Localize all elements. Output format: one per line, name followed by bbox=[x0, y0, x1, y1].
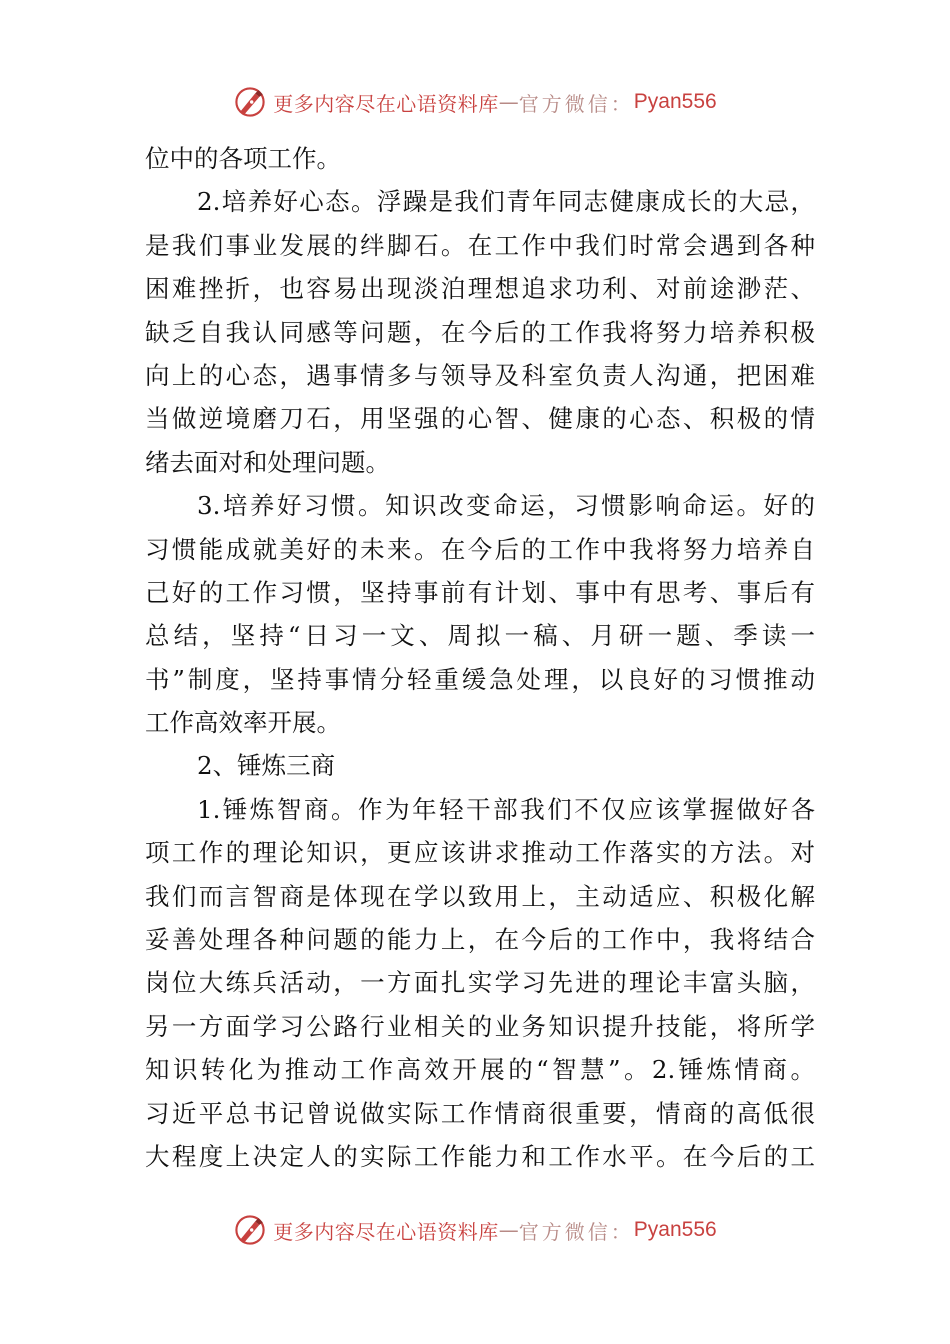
text-line: 知识转化为推动工作高效开展的“智慧”。2.锤炼情商。 bbox=[145, 1055, 815, 1085]
section-heading: 2、锤炼三商 bbox=[197, 751, 336, 781]
text-line: 习惯能成就美好的未来。在今后的工作中我将努力培养自 bbox=[145, 534, 815, 564]
text-line: 我们而言智商是体现在学以致用上，主动适应、积极化解 bbox=[145, 881, 815, 911]
text-line: 工作高效率开展。 bbox=[145, 708, 341, 738]
banner-wechat-id: Pyan556 bbox=[633, 1218, 717, 1241]
text-line: 向上的心态，遇事情多与领导及科室负责人沟通，把困难 bbox=[145, 360, 815, 390]
text-line: 3.培养好习惯。知识改变命运，习惯影响命运。好的 bbox=[197, 491, 815, 521]
text-line: 缺乏自我认同感等问题，在今后的工作我将努力培养积极 bbox=[145, 317, 815, 347]
banner-title: 更多内容尽在心语资料库 bbox=[273, 1219, 499, 1244]
banner-wechat-label: 官方微信： bbox=[518, 91, 634, 116]
header-banner bbox=[0, 82, 950, 122]
text-line: 位中的各项工作。 bbox=[145, 144, 341, 173]
text-line: 书”制度，坚持事情分轻重缓急处理，以良好的习惯推动 bbox=[145, 664, 815, 694]
text-line: 是我们事业发展的绊脚石。在工作中我们时常会遇到各种 bbox=[145, 230, 815, 260]
banner-title: 更多内容尽在心语资料库 bbox=[273, 91, 499, 116]
text-line: 大程度上决定人的实际工作能力和工作水平。在今后的工 bbox=[145, 1141, 815, 1171]
text-line: 1.锤炼智商。作为年轻干部我们不仅应该掌握做好各 bbox=[197, 794, 815, 824]
footer-banner bbox=[0, 1210, 950, 1250]
text-line: 岗位大练兵活动，一方面扎实学习先进的理论丰富头脑， bbox=[145, 968, 815, 998]
text-line: 另一方面学习公路行业相关的业务知识提升技能，将所学 bbox=[145, 1011, 815, 1041]
pen-nib-logo-icon bbox=[233, 85, 267, 119]
banner-separator: — bbox=[498, 1218, 519, 1242]
banner-wechat-id: Pyan556 bbox=[633, 90, 717, 113]
text-line: 当做逆境磨刀石，用坚强的心智、健康的心态、积极的情 bbox=[145, 404, 815, 434]
text-line: 项工作的理论知识，更应该讲求推动工作落实的方法。对 bbox=[145, 838, 815, 868]
text-line: 绪去面对和处理问题。 bbox=[145, 447, 390, 477]
text-line: 妥善处理各种问题的能力上，在今后的工作中，我将结合 bbox=[145, 925, 815, 955]
text-line: 困难挫折，也容易出现淡泊理想追求功利、对前途渺茫、 bbox=[145, 274, 815, 304]
pen-nib-logo-icon bbox=[233, 1213, 267, 1247]
banner-separator: — bbox=[498, 90, 519, 114]
text-line: 总结，坚持“日习一文、周拟一稿、月研一题、季读一 bbox=[145, 621, 815, 651]
document-body bbox=[145, 137, 815, 1178]
text-line: 2.培养好心态。浮躁是我们青年同志健康成长的大忌， bbox=[197, 187, 815, 217]
text-line: 己好的工作习惯，坚持事前有计划、事中有思考、事后有 bbox=[145, 577, 815, 607]
banner-wechat-label: 官方微信： bbox=[518, 1219, 634, 1244]
text-line: 习近平总书记曾说做实际工作情商很重要，情商的高低很 bbox=[145, 1098, 815, 1128]
